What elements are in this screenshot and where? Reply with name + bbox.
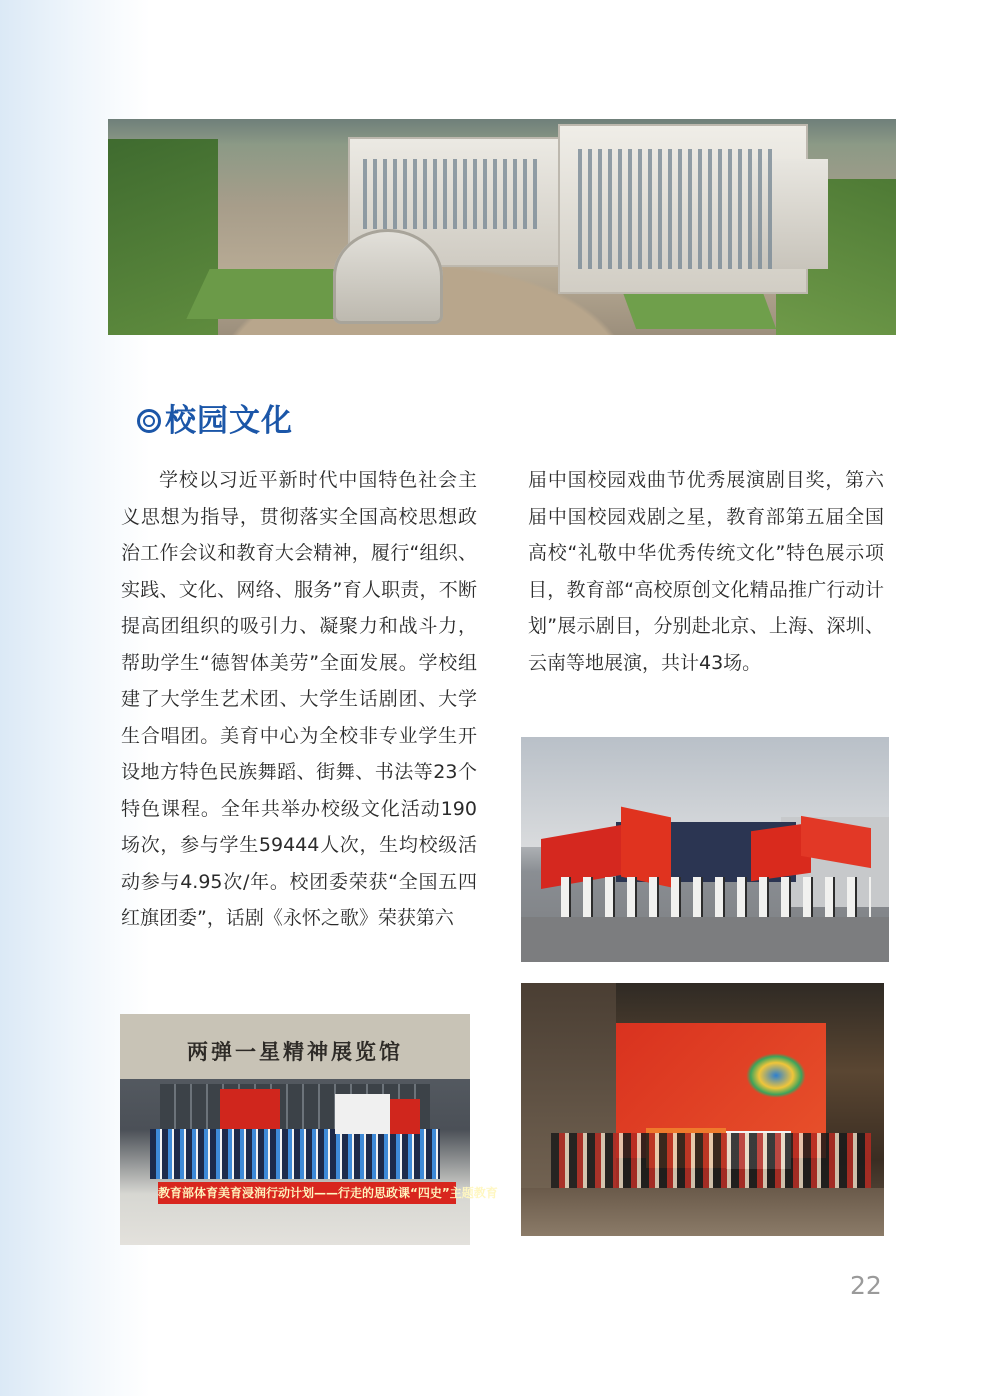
- photo-red-flags-group: [521, 737, 889, 962]
- body-text-right-column: 届中国校园戏曲节优秀展演剧目奖，第六届中国校园戏剧之星，教育部第五届全国高校“礼敬中华优秀传统文化”特色展示项目，教育部“高校原创文化精品推广行动计划”展示剧目，分别赴北京、上海、深圳、云南等地展演，共计43场。: [528, 469, 884, 674]
- photo-night-performance-group: [521, 983, 884, 1236]
- campus-aerial-image: [108, 119, 896, 335]
- page-number: 22: [850, 1271, 882, 1300]
- circle-bullet-icon: [137, 409, 161, 433]
- hall-sign-text: 两弹一星精神展览馆: [187, 1039, 403, 1064]
- hall-banner-text: 教育部体育美育浸润行动计划——行走的思政课“四史”主题教育: [158, 1182, 456, 1204]
- section-title: 校园文化: [165, 403, 293, 439]
- body-text-left-column: 学校以习近平新时代中国特色社会主义思想为指导，贯彻落实全国高校思想政治工作会议和教育大会精神，履行“组织、实践、文化、网络、服务”育人职责，不断提高团组织的吸引力、凝聚力和战斗力，帮助学生“德智体美劳”全面发展。学校组建了大学生艺术团、大学生话剧团、大学生合唱团。美育中心为全校非专业学生开设地方特色民族舞蹈、街舞、书法等23个特色课程。全年共举办校级文化活动190场次，参与学生59444人次，生均校级活动参与4.95次/年。校团委荣获“全国五四红旗团委”，话剧《永怀之歌》荣获第六: [121, 469, 477, 929]
- section-heading: [137, 395, 293, 440]
- photo-exhibition-hall-group: [120, 1014, 498, 1245]
